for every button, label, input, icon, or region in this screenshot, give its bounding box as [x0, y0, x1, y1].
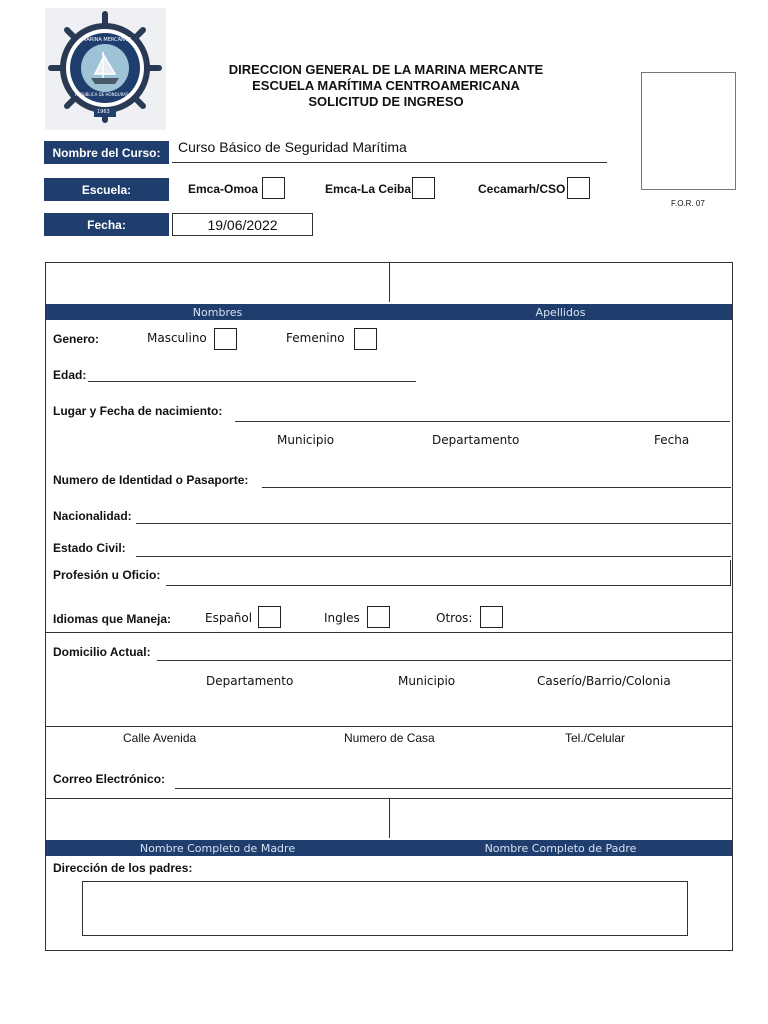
- address-sub-telefono: Tel./Celular: [565, 731, 626, 745]
- parents-address-label: Dirección de los padres:: [53, 861, 193, 875]
- civil-label: Estado Civil:: [53, 541, 126, 555]
- school-option-label-2: Emca-La Ceiba: [325, 182, 412, 196]
- address-sub-departamento: Departamento: [206, 674, 294, 688]
- email-label: Correo Electrónico:: [53, 772, 166, 786]
- address-separator: [46, 726, 732, 727]
- school-checkbox-1[interactable]: [262, 177, 285, 199]
- father-header: Nombre Completo de Padre: [484, 841, 637, 855]
- address-label: Domicilio Actual:: [53, 645, 151, 659]
- school-option-label-3: Cecamarh/CSO: [478, 182, 566, 196]
- address-sub-numero: Numero de Casa: [344, 731, 435, 745]
- languages-label: Idiomas que Maneja:: [53, 612, 172, 626]
- course-value[interactable]: Curso Básico de Seguridad Marítima: [178, 139, 407, 155]
- gender-male-checkbox[interactable]: [214, 328, 237, 350]
- email-underline[interactable]: [175, 788, 731, 789]
- surnames-input[interactable]: [390, 263, 732, 302]
- lang-english-label: Ingles: [324, 611, 360, 625]
- id-label: Numero de Identidad o Pasaporte:: [53, 473, 249, 487]
- languages-separator: [46, 632, 732, 633]
- school-label: Escuela:: [44, 178, 169, 201]
- id-underline[interactable]: [262, 487, 731, 488]
- date-field[interactable]: [172, 213, 313, 236]
- parents-address-box[interactable]: [82, 881, 688, 936]
- address-underline[interactable]: [157, 660, 731, 661]
- course-label: Nombre del Curso:: [44, 141, 169, 164]
- names-bar: [46, 304, 732, 320]
- mother-header: Nombre Completo de Madre: [139, 841, 296, 855]
- lang-english-checkbox[interactable]: [367, 606, 390, 628]
- title-line-1: DIRECCION GENERAL DE LA MARINA MERCANTE: [228, 62, 544, 77]
- address-sub-colonia: Caserío/Barrio/Colonia: [537, 674, 671, 688]
- profession-label: Profesión u Oficio:: [53, 568, 161, 582]
- school-checkbox-3[interactable]: [567, 177, 590, 199]
- age-underline[interactable]: [88, 381, 416, 382]
- lang-other-checkbox[interactable]: [480, 606, 503, 628]
- parents-bar: [46, 840, 732, 856]
- names-header: Nombres: [192, 305, 243, 319]
- logo-text-top: MARINA MERCANTE: [82, 37, 131, 43]
- logo-year: 1963: [97, 109, 110, 115]
- birth-label: Lugar y Fecha de nacimiento:: [53, 404, 223, 418]
- school-checkbox-2[interactable]: [412, 177, 435, 199]
- birth-sub-municipio: Municipio: [277, 433, 335, 447]
- profession-underline[interactable]: [166, 585, 731, 586]
- school-option-label-1: Emca-Omoa: [188, 182, 259, 196]
- lang-other-label: Otros:: [436, 611, 473, 625]
- logo: [45, 8, 166, 130]
- form-code: F.O.R. 07: [671, 199, 705, 208]
- names-input[interactable]: [46, 263, 389, 302]
- surnames-header: Apellidos: [535, 305, 586, 319]
- gender-label: Genero:: [53, 332, 100, 346]
- gender-male-label: Masculino: [147, 331, 207, 345]
- course-underline: [172, 162, 607, 163]
- photo-box[interactable]: [641, 72, 736, 190]
- mother-name-input[interactable]: [46, 799, 389, 838]
- gender-female-label: Femenino: [286, 331, 345, 345]
- birth-sub-fecha: Fecha: [654, 433, 690, 447]
- birth-sub-departamento: Departamento: [432, 433, 520, 447]
- date-label: Fecha:: [44, 213, 169, 236]
- age-label: Edad:: [53, 368, 87, 382]
- address-sub-municipio: Municipio: [398, 674, 456, 688]
- nationality-underline[interactable]: [136, 523, 731, 524]
- gender-female-checkbox[interactable]: [354, 328, 377, 350]
- title-line-2: ESCUELA MARÍTIMA CENTROAMERICANA: [252, 78, 520, 93]
- title-line-3: SOLICITUD DE INGRESO: [308, 94, 464, 109]
- nationality-label: Nacionalidad:: [53, 509, 132, 523]
- profession-right-edge: [730, 560, 731, 586]
- logo-text-bottom: REPUBLICA DE HONDURAS: [75, 92, 129, 97]
- address-sub-calle: Calle Avenida: [123, 731, 197, 745]
- lang-spanish-label: Español: [205, 611, 253, 625]
- date-value: 19/06/2022: [207, 216, 278, 233]
- civil-underline[interactable]: [136, 556, 731, 557]
- father-name-input[interactable]: [390, 799, 732, 838]
- header-title: [200, 62, 572, 110]
- birth-underline[interactable]: [235, 421, 730, 422]
- lang-spanish-checkbox[interactable]: [258, 606, 281, 628]
